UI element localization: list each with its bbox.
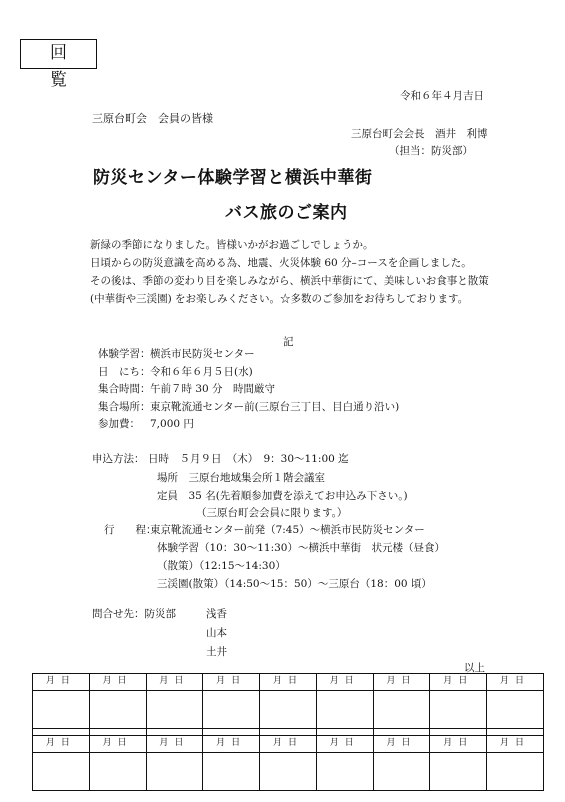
date-header-cell: 月日 [146,674,203,691]
date-header-cell: 月日 [487,674,544,691]
date-header-cell: 月日 [373,736,430,753]
application-capacity-note: （三原台町会会員に限ります。） [196,507,348,519]
date-header-cell: 月日 [89,736,146,753]
date-header-cell: 月日 [33,674,90,691]
sender: 三原台町会会長 酒井 利博 [351,128,488,140]
date-header-cell: 月日 [316,736,373,753]
stamp-cell [373,690,430,728]
ijou: 以上 [464,662,485,674]
date-header-cell: 月日 [203,674,260,691]
detail-label: 体験学習： [98,348,151,360]
table-row [33,728,544,735]
itinerary-line: 東京靴流通センター前発（7:45）～横浜市民防災センター [150,524,425,536]
stamp-cell [146,690,203,728]
stamp-cell [33,690,90,728]
date-header-cell: 月日 [430,674,487,691]
detail-label: 集合時間： [98,383,151,395]
date-header-cell: 月日 [203,736,260,753]
detail-value: 東京靴流通センター前(三原台三丁目、目白通り沿い) [150,400,400,413]
itinerary-line: （散策）（12:15～14:30） [157,560,286,572]
stamp-cell [33,752,90,790]
circulation-schedule-table [32,673,544,791]
date-header-cell: 月日 [316,674,373,691]
body-line: 新緑の季節になりました。皆様いかがお過ごしでしょうか。 [90,239,374,251]
table-row [33,752,544,790]
title-line-1: 防災センター体験学習と横浜中華街 [93,168,373,188]
date-header-cell: 月日 [146,736,203,753]
date-header-cell: 月日 [373,674,430,691]
table-row [33,690,544,728]
stamp-cell [89,690,146,728]
body-line: 日頃からの防災意識を高める為、地震、火災体験 60 分–コースを企画しました。 [90,257,472,269]
body-line: (中華街や三渓園) をお楽しみください。☆多数のご参加をお待ちしております。 [90,293,469,305]
title-line-2: バス旅のご案内 [225,203,348,223]
detail-row [98,416,399,434]
stamp-cell [260,752,317,790]
date-header-cell: 月日 [89,674,146,691]
body-line: その後は、季節の変わり目を楽しみながら、横浜中華街にて、美味しいお食事と散策 [90,275,489,287]
stamp-cell [146,752,203,790]
contact-name: 土井 [206,646,227,658]
detail-label: 日 にち： [98,365,151,378]
detail-value: 横浜市民防災センター [150,348,255,360]
stamp-cell [316,752,373,790]
addressee: 三原台町会 会員の皆様 [92,112,213,125]
sender-note: （担当：防災部） [389,145,473,157]
body-text [90,236,489,308]
date-header-cell: 月日 [260,736,317,753]
detail-row [98,399,399,417]
stamp-cell [89,752,146,790]
stamp-cell [430,690,487,728]
itinerary-line: 体験学習（10：30～11:30）～横浜中華街 状元楼（昼食） [157,542,445,554]
itinerary-label: 行 程： [104,524,157,536]
detail-value: 令和６年６月５日(水) [150,365,253,378]
contact-name: 浅香 [206,608,227,620]
circulation-stamp: 回 覧 [20,39,97,69]
ki-heading: 記 [283,336,294,348]
stamp-cell [203,752,260,790]
detail-row [98,364,399,382]
detail-label: 集合場所： [98,400,151,413]
application-label: 申込方法： [92,453,145,465]
stamp-cell [487,690,544,728]
application-datetime: 日時 ５月９日 （木） 9：30～11:00 迄 [148,453,349,465]
detail-row [98,346,399,364]
stamp-cell [373,752,430,790]
stamp-cell [430,752,487,790]
application-capacity: 定員 35 名(先着順参加費を添えてお申込み下さい。) [157,490,408,502]
date-header-cell: 月日 [430,736,487,753]
detail-value: 7,000 円 [150,418,194,430]
stamp-cell [203,690,260,728]
issue-date: 令和６年４月吉日 [400,90,484,102]
itinerary-line: 三渓園(散策）（14:50～15：50）～三原台（18：00 頃） [157,578,432,590]
application-place: 場所 三原台地域集会所１階会議室 [157,472,325,484]
stamp-cell [487,752,544,790]
detail-row [98,381,399,399]
contact-label: 問合せ先：防災部 [92,608,176,620]
table-row [33,736,544,753]
stamp-cell [316,690,373,728]
stamp-cell [260,690,317,728]
detail-value: 午前７時 30 分 時間厳守 [150,383,276,395]
contact-name: 山本 [206,627,227,639]
date-header-cell: 月日 [487,736,544,753]
date-header-cell: 月日 [260,674,317,691]
details-list [98,346,399,434]
date-header-cell: 月日 [33,736,90,753]
table-row [33,674,544,691]
detail-label: 参加費： [98,418,140,430]
